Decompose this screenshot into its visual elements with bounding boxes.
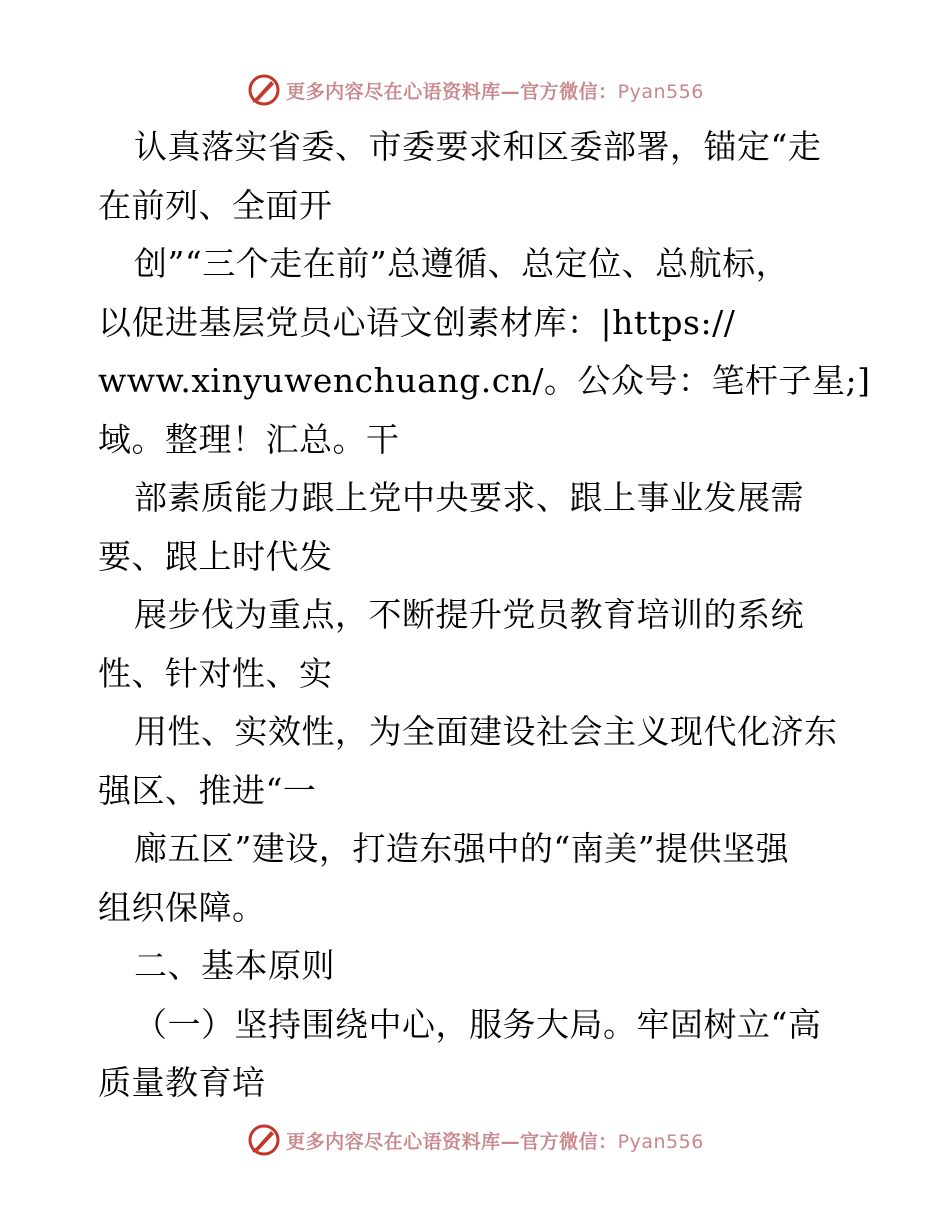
text-line: 强区、推进“一	[98, 770, 317, 810]
text-line: 域。整理！汇总。干	[98, 419, 400, 459]
text-line: 质量教育培	[98, 1063, 266, 1102]
watermark-text: 更多内容尽在心语资料库—官方微信：	[286, 80, 618, 103]
text-line: 部素质能力跟上党中央要求、跟上事业发展需	[134, 478, 804, 517]
quill-logo-icon	[246, 72, 282, 108]
text-line: 认真落实省委、市委要求和区委部署，锚定“走	[134, 127, 822, 166]
footer-watermark	[0, 1120, 950, 1160]
text-line: 展步伐为重点，不断提升党员教育培训的系统	[134, 595, 804, 634]
text-line: 廊五区”建设，打造东强中的“南美”提供坚强	[134, 829, 790, 868]
text-line: 组织保障。	[98, 887, 266, 927]
text-line: www.xinyuwenchuang.cn/。公众号：笔杆子星;]	[98, 361, 871, 400]
header-watermark	[0, 70, 950, 110]
text-line: 创”“三个走在前”总遵循、总定位、总航标，	[134, 244, 790, 283]
text-line: 在前列、全面开	[98, 185, 333, 225]
text-line: 以促进基层党员心语文创素材库：|https://	[98, 302, 736, 342]
section-heading: 二、基本原则	[134, 946, 335, 985]
watermark-wechat-id: Pyan556	[617, 1130, 704, 1153]
text-line: 要、跟上时代发	[98, 536, 333, 576]
watermark-wechat-id: Pyan556	[617, 80, 704, 103]
text-line: 性、针对性、实	[98, 653, 333, 693]
text-line: 用性、实效性，为全面建设社会主义现代化济东	[134, 712, 838, 751]
watermark-text: 更多内容尽在心语资料库—官方微信：	[286, 1130, 618, 1153]
document-body	[98, 118, 871, 1113]
quill-logo-icon	[246, 1122, 282, 1158]
text-line: （一）坚持围绕中心，服务大局。牢固树立“高	[134, 1004, 822, 1044]
